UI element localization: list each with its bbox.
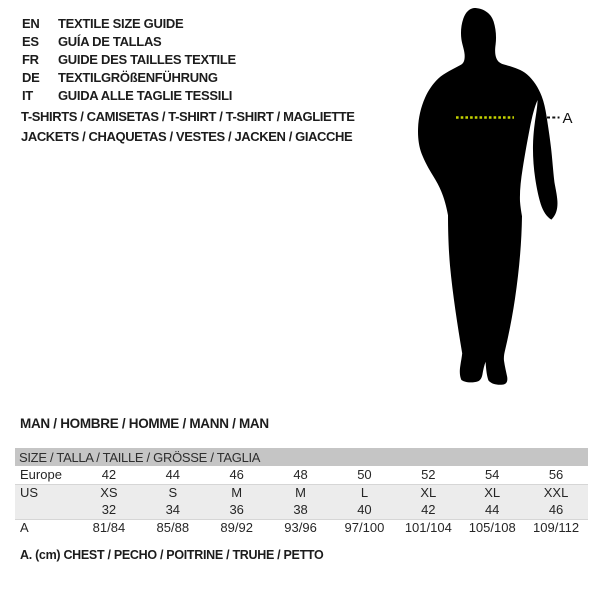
cell: S: [168, 485, 178, 501]
row-label: A: [20, 520, 29, 536]
row-label: US: [20, 485, 39, 501]
language-row-es: [22, 32, 236, 50]
language-title: GUÍA DE TALLAS: [58, 33, 162, 49]
row-label: Europe: [20, 467, 62, 483]
cell: 40: [357, 502, 372, 518]
table-row-europe: [15, 466, 588, 484]
language-title: GUIDE DES TAILLES TEXTILE: [58, 51, 236, 67]
cell: 42: [421, 502, 436, 518]
language-row-it: [22, 86, 236, 104]
man-figure: [390, 0, 600, 400]
language-list: [22, 14, 236, 104]
cell: 85/88: [156, 520, 190, 536]
cell: XL: [420, 485, 437, 501]
man-silhouette-svg: [390, 0, 600, 400]
cell: L: [360, 485, 369, 501]
cell: 81/84: [92, 520, 126, 536]
cell: 34: [165, 502, 181, 518]
cell: XS: [100, 485, 118, 501]
measure-label-a: A: [562, 110, 573, 127]
category-lines: [21, 107, 355, 146]
cell: 36: [229, 502, 244, 518]
cell: 48: [293, 467, 308, 483]
cell: 52: [421, 467, 436, 483]
language-title: TEXTILGRÖßENFÜHRUNG: [58, 69, 218, 85]
man-silhouette: [418, 8, 557, 385]
footnote-chest: A. (cm) CHEST / PECHO / POITRINE / TRUHE / PETTO: [20, 548, 324, 562]
language-code: IT: [22, 87, 33, 103]
language-code: ES: [22, 33, 39, 49]
cell: 109/112: [533, 520, 580, 536]
cell: M: [231, 485, 243, 501]
cell: 54: [484, 467, 500, 483]
category-line-tshirts: T-SHIRTS / CAMISETAS / T-SHIRT / T-SHIRT / MAGLIETTE: [21, 109, 355, 124]
section-title-man: MAN / HOMBRE / HOMME / MANN / MAN: [20, 416, 269, 431]
cell: 32: [101, 502, 117, 518]
cell: 38: [293, 502, 308, 518]
category-line-jackets: JACKETS / CHAQUETAS / VESTES / JACKEN / GIACCHE: [21, 128, 353, 144]
cell: 42: [101, 467, 117, 483]
cell: 46: [229, 467, 244, 483]
cell: 105/108: [468, 520, 516, 536]
language-title: TEXTILE SIZE GUIDE: [58, 15, 184, 31]
cell: 44: [165, 467, 181, 483]
cell: 50: [357, 467, 372, 483]
language-code: DE: [22, 69, 40, 85]
cell: 44: [484, 502, 500, 518]
cell: 89/92: [220, 520, 253, 536]
language-code: FR: [22, 51, 39, 67]
cell: XL: [484, 485, 501, 501]
language-title: GUIDA ALLE TAGLIE TESSILI: [58, 87, 233, 103]
cell: 101/104: [404, 520, 452, 536]
table-row-uk-sizes: [15, 501, 588, 519]
table-row-chest-cm: [15, 519, 588, 537]
table-header: SIZE / TALLA / TAILLE / GRÖSSE / TAGLIA: [15, 448, 588, 466]
language-code: EN: [22, 15, 40, 31]
table-row-us: [15, 484, 588, 502]
language-row-de: [22, 68, 236, 86]
cell: 46: [548, 502, 564, 518]
language-row-en: [22, 14, 236, 32]
language-row-fr: [22, 50, 236, 68]
size-table: [15, 448, 588, 536]
cell: 56: [548, 467, 564, 483]
cell: 97/100: [344, 520, 385, 536]
cell: M: [295, 485, 306, 501]
cell: XXL: [543, 485, 569, 501]
cell: 93/96: [284, 520, 317, 536]
